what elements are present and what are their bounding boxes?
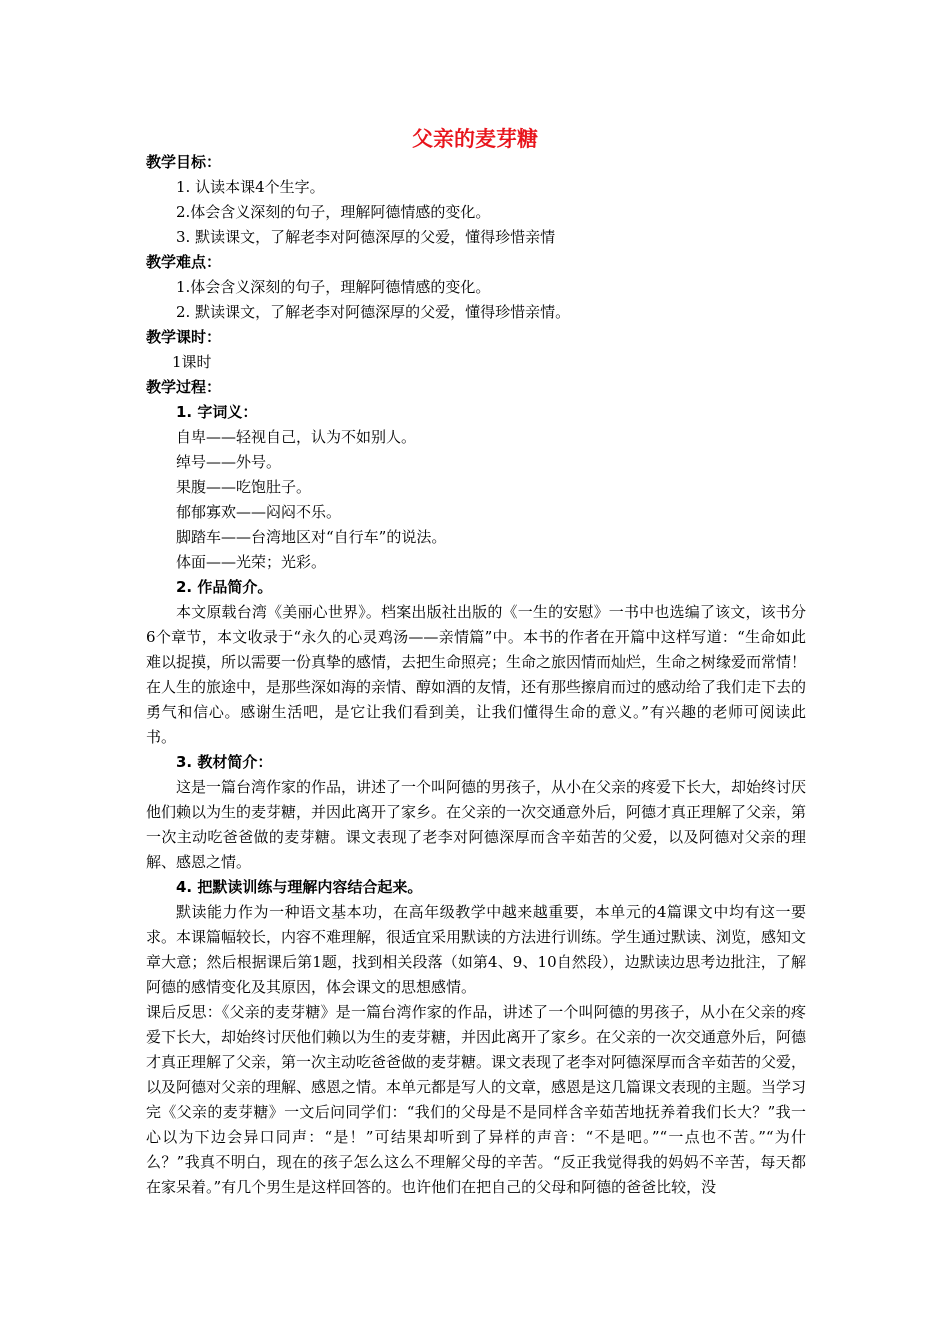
word-definition: 绰号——外号。 bbox=[176, 453, 282, 471]
word-definition: 郁郁寡欢——闷闷不乐。 bbox=[176, 503, 342, 521]
goal-item: 3. 默读课文，了解老李对阿德深厚的父爱，懂得珍惜亲情 bbox=[176, 228, 556, 246]
goal-item: 1. 认读本课4个生字。 bbox=[176, 178, 325, 196]
section-2-text: 本文原载台湾《美丽心世界》。档案出版社出版的《一生的安慰》一书中也选编了该文，该书分6个章节，本文收录于“永久的心灵鸡汤——亲情篇”中。本书的作者在开篇中这样写道：“生命如此难以捉摸，所以需要一份真挚的感情，去把生命照亮；生命之旅因情而灿烂，生命之树缘爱而常情！在人生的旅途中，是那些深如海的亲情、醇如酒的友情，还有那些擦肩而过的感动给了我们走下去的勇气和信心。感谢生活吧，是它让我们看到美，让我们懂得生命的意义。”有兴趣的老师可阅读此书。 bbox=[146, 603, 807, 746]
section-4-text: 默读能力作为一种语文基本功，在高年级教学中越来越重要，本单元的4篇课文中均有这一要求。本课篇幅较长，内容不难理解，很适宜采用默读的方法进行训练。学生通过默读、浏览，感知文章大意；然后根据课后第1题，找到相关段落（如第4、9、10自然段），边默读边思考边批注，了解阿德的感情变化及其原因，体会课文的思想感情。 bbox=[146, 903, 807, 996]
reflection-text: 课后反思：《父亲的麦芽糖》是一篇台湾作家的作品，讲述了一个叫阿德的男孩子，从小在父亲的疼爱下长大，却始终讨厌他们赖以为生的麦芽糖，并因此离开了家乡。在父亲的一次交通意外后，阿德才真正理解了父亲，第一次主动吃爸爸做的麦芽糖。课文表现了老李对阿德深厚而含辛茹苦的父爱，以及阿德对父亲的理解、感恩之情。本单元都是写人的文章，感恩是这几篇课文表现的主题。当学习完《父亲的麦芽糖》一文后问同学们：“我们的父母是不是同样含辛茹苦地抚养着我们长大？”我一心以为下边会异口同声：“是！”可结果却听到了异样的声音：“不是吧。”“一点也不苦。”“为什么？”我真不明白，现在的孩子怎么这么不理解父母的辛苦。“反正我觉得我的妈妈不辛苦，每天都在家呆着。”有几个男生是这样回答的。也许他们在把自己的父母和阿德的爸爸比较，没 bbox=[146, 1003, 807, 1196]
difficulties-heading: 教学难点： bbox=[146, 253, 222, 271]
goal-item: 2.体会含义深刻的句子，理解阿德情感的变化。 bbox=[176, 203, 491, 221]
difficulty-item: 1.体会含义深刻的句子，理解阿德情感的变化。 bbox=[176, 278, 491, 296]
hours-value: 1课时 bbox=[172, 353, 212, 371]
difficulty-item: 2. 默读课文，了解老李对阿德深厚的父爱，懂得珍惜亲情。 bbox=[176, 303, 571, 321]
document-title: 父亲的麦芽糖 bbox=[412, 127, 538, 151]
section-4-title: 4. 把默读训练与理解内容结合起来。 bbox=[176, 878, 423, 896]
goals-heading: 教学目标： bbox=[146, 153, 222, 171]
word-definition: 果腹——吃饱肚子。 bbox=[176, 478, 312, 496]
section-2-title: 2. 作品简介。 bbox=[176, 578, 273, 596]
section-3-title: 3. 教材简介： bbox=[176, 753, 273, 771]
word-definition: 脚踏车——台湾地区对“自行车”的说法。 bbox=[176, 528, 447, 546]
section-3-text: 这是一篇台湾作家的作品，讲述了一个叫阿德的男孩子，从小在父亲的疼爱下长大，却始终讨厌他们赖以为生的麦芽糖，并因此离开了家乡。在父亲的一次交通意外后，阿德才真正理解了父亲，第一次主动吃爸爸做的麦芽糖。课文表现了老李对阿德深厚而含辛茹苦的父爱，以及阿德对父亲的理解、感恩之情。 bbox=[146, 778, 807, 871]
word-definition: 自卑——轻视自己，认为不如别人。 bbox=[176, 428, 417, 446]
process-heading: 教学过程： bbox=[146, 378, 222, 396]
document-body bbox=[146, 150, 806, 1200]
hours-heading: 教学课时： bbox=[146, 328, 222, 346]
word-definition: 体面——光荣；光彩。 bbox=[176, 553, 327, 571]
section-1-title: 1. 字词义： bbox=[176, 403, 258, 421]
